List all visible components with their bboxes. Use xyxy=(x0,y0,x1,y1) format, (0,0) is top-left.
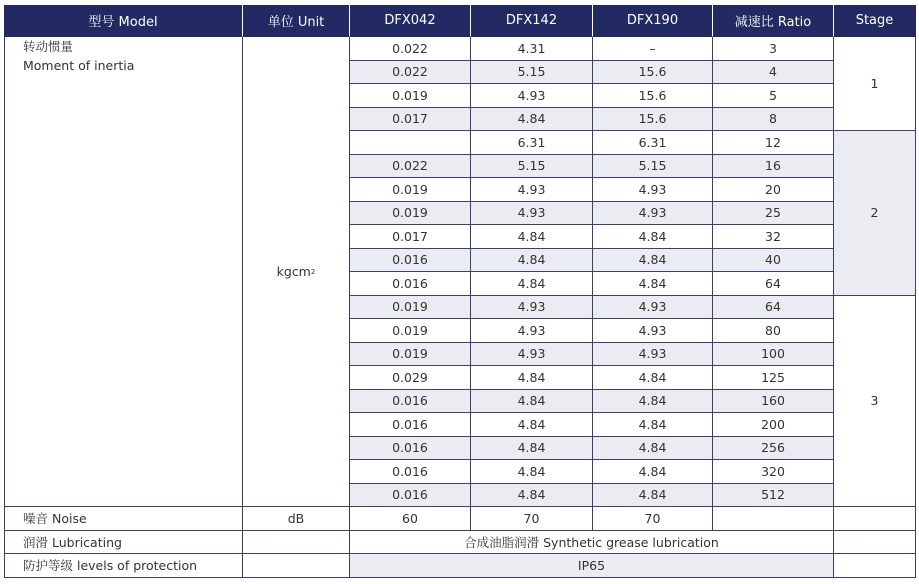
protection-unit xyxy=(243,554,350,578)
inertia-cell-ratio: 20 xyxy=(713,178,834,202)
inertia-cell-dfx042: 0.016 xyxy=(350,413,471,437)
inertia-cell-dfx190: 4.93 xyxy=(593,319,713,343)
inertia-cell-ratio: 80 xyxy=(713,319,834,343)
inertia-cell-dfx142: 4.84 xyxy=(471,108,593,132)
inertia-cell-dfx190: 4.84 xyxy=(593,249,713,273)
inertia-cell-dfx042: 0.022 xyxy=(350,61,471,85)
lubricating-label: 润滑 Lubricating xyxy=(4,531,243,555)
lubricating-value: 合成油脂润滑 Synthetic grease lubrication xyxy=(350,531,834,555)
noise-dfx042: 60 xyxy=(350,507,471,531)
header-ratio: 减速比 Ratio xyxy=(713,5,834,37)
inertia-cell-ratio: 125 xyxy=(713,366,834,390)
inertia-cell-dfx042: 0.017 xyxy=(350,108,471,132)
inertia-cell-dfx190: 4.84 xyxy=(593,390,713,414)
inertia-cell-dfx190: 4.84 xyxy=(593,272,713,296)
inertia-unit-sup: 2 xyxy=(310,267,316,276)
inertia-cell-dfx142: 4.84 xyxy=(471,249,593,273)
inertia-cell-dfx142: 4.93 xyxy=(471,343,593,367)
inertia-cell-ratio: 4 xyxy=(713,61,834,85)
inertia-cell-dfx142: 4.84 xyxy=(471,413,593,437)
inertia-cell-dfx042: 0.019 xyxy=(350,202,471,226)
inertia-cell-dfx142: 4.93 xyxy=(471,202,593,226)
inertia-cell-dfx190: 5.15 xyxy=(593,155,713,179)
inertia-cell-dfx190: 15.6 xyxy=(593,61,713,85)
inertia-cell-ratio: 32 xyxy=(713,225,834,249)
inertia-cell-ratio: 100 xyxy=(713,343,834,367)
inertia-cell-ratio: 5 xyxy=(713,84,834,108)
protection-stage xyxy=(834,554,916,578)
inertia-cell-dfx042: 0.019 xyxy=(350,178,471,202)
inertia-cell-dfx142: 4.31 xyxy=(471,37,593,61)
inertia-cell-dfx142: 4.93 xyxy=(471,296,593,320)
inertia-cell-dfx042: 0.017 xyxy=(350,225,471,249)
header-unit: 单位 Unit xyxy=(243,5,350,37)
inertia-cell-dfx142: 5.15 xyxy=(471,61,593,85)
inertia-cell-dfx142: 4.93 xyxy=(471,319,593,343)
inertia-cell-ratio: 64 xyxy=(713,296,834,320)
lubricating-stage xyxy=(834,531,916,555)
inertia-cell-dfx142: 4.84 xyxy=(471,460,593,484)
inertia-cell-dfx142: 4.84 xyxy=(471,390,593,414)
header-model: 型号 Model xyxy=(4,5,243,37)
inertia-cell-dfx190: 4.84 xyxy=(593,484,713,508)
stage-2: 2 xyxy=(834,131,916,296)
inertia-cell-ratio: 40 xyxy=(713,249,834,273)
inertia-cell-ratio: 64 xyxy=(713,272,834,296)
inertia-label xyxy=(4,37,243,507)
spec-table xyxy=(4,5,916,577)
inertia-cell-dfx190: 4.93 xyxy=(593,296,713,320)
inertia-cell-dfx190: 4.84 xyxy=(593,413,713,437)
inertia-cell-dfx142: 4.84 xyxy=(471,272,593,296)
inertia-cell-dfx042 xyxy=(350,131,471,155)
inertia-cell-ratio: 16 xyxy=(713,155,834,179)
stage-3: 3 xyxy=(834,296,916,508)
inertia-cell-dfx042: 0.016 xyxy=(350,272,471,296)
header-stage: Stage xyxy=(834,5,916,37)
inertia-cell-dfx142: 4.84 xyxy=(471,366,593,390)
inertia-cell-dfx042: 0.019 xyxy=(350,84,471,108)
inertia-cell-ratio: 160 xyxy=(713,390,834,414)
inertia-cell-dfx142: 4.93 xyxy=(471,84,593,108)
inertia-cell-dfx042: 0.016 xyxy=(350,437,471,461)
noise-label: 噪音 Noise xyxy=(4,507,243,531)
inertia-cell-dfx142: 4.84 xyxy=(471,484,593,508)
inertia-unit xyxy=(243,37,350,507)
inertia-cell-dfx190: 4.93 xyxy=(593,178,713,202)
inertia-cell-ratio: 8 xyxy=(713,108,834,132)
inertia-cell-dfx190: 15.6 xyxy=(593,84,713,108)
inertia-cell-dfx042: 0.022 xyxy=(350,37,471,61)
inertia-cell-ratio: 3 xyxy=(713,37,834,61)
noise-stage xyxy=(834,507,916,531)
inertia-label-cn: 转动惯量 xyxy=(23,39,74,54)
stage-1: 1 xyxy=(834,37,916,131)
inertia-cell-dfx190: 4.84 xyxy=(593,225,713,249)
protection-value: IP65 xyxy=(350,554,834,578)
inertia-cell-dfx042: 0.022 xyxy=(350,155,471,179)
inertia-unit-text: kgcm xyxy=(276,264,311,279)
inertia-cell-dfx142: 4.84 xyxy=(471,437,593,461)
header-dfx142: DFX142 xyxy=(471,5,593,37)
inertia-cell-dfx190: 6.31 xyxy=(593,131,713,155)
inertia-cell-dfx042: 0.016 xyxy=(350,460,471,484)
inertia-cell-dfx190: – xyxy=(593,37,713,61)
inertia-cell-dfx190: 4.84 xyxy=(593,460,713,484)
inertia-cell-dfx042: 0.029 xyxy=(350,366,471,390)
inertia-cell-dfx042: 0.019 xyxy=(350,296,471,320)
lubricating-unit xyxy=(243,531,350,555)
inertia-cell-dfx042: 0.016 xyxy=(350,390,471,414)
inertia-cell-dfx042: 0.019 xyxy=(350,319,471,343)
protection-label: 防护等级 levels of protection xyxy=(4,554,243,578)
inertia-label-en: Moment of inertia xyxy=(23,58,135,73)
inertia-cell-ratio: 512 xyxy=(713,484,834,508)
inertia-cell-dfx190: 4.84 xyxy=(593,366,713,390)
header-dfx190: DFX190 xyxy=(593,5,713,37)
noise-unit: dB xyxy=(243,507,350,531)
header-dfx042: DFX042 xyxy=(350,5,471,37)
inertia-cell-dfx190: 15.6 xyxy=(593,108,713,132)
inertia-cell-dfx190: 4.93 xyxy=(593,343,713,367)
noise-ratio xyxy=(713,507,834,531)
inertia-cell-dfx190: 4.84 xyxy=(593,437,713,461)
inertia-cell-dfx042: 0.019 xyxy=(350,343,471,367)
inertia-cell-dfx142: 5.15 xyxy=(471,155,593,179)
inertia-cell-ratio: 12 xyxy=(713,131,834,155)
inertia-cell-dfx042: 0.016 xyxy=(350,484,471,508)
inertia-cell-dfx042: 0.016 xyxy=(350,249,471,273)
noise-dfx190: 70 xyxy=(593,507,713,531)
inertia-cell-dfx142: 4.93 xyxy=(471,178,593,202)
inertia-cell-ratio: 25 xyxy=(713,202,834,226)
inertia-cell-ratio: 320 xyxy=(713,460,834,484)
noise-dfx142: 70 xyxy=(471,507,593,531)
inertia-cell-dfx142: 4.84 xyxy=(471,225,593,249)
inertia-cell-ratio: 200 xyxy=(713,413,834,437)
inertia-cell-dfx190: 4.93 xyxy=(593,202,713,226)
inertia-cell-ratio: 256 xyxy=(713,437,834,461)
inertia-cell-dfx142: 6.31 xyxy=(471,131,593,155)
